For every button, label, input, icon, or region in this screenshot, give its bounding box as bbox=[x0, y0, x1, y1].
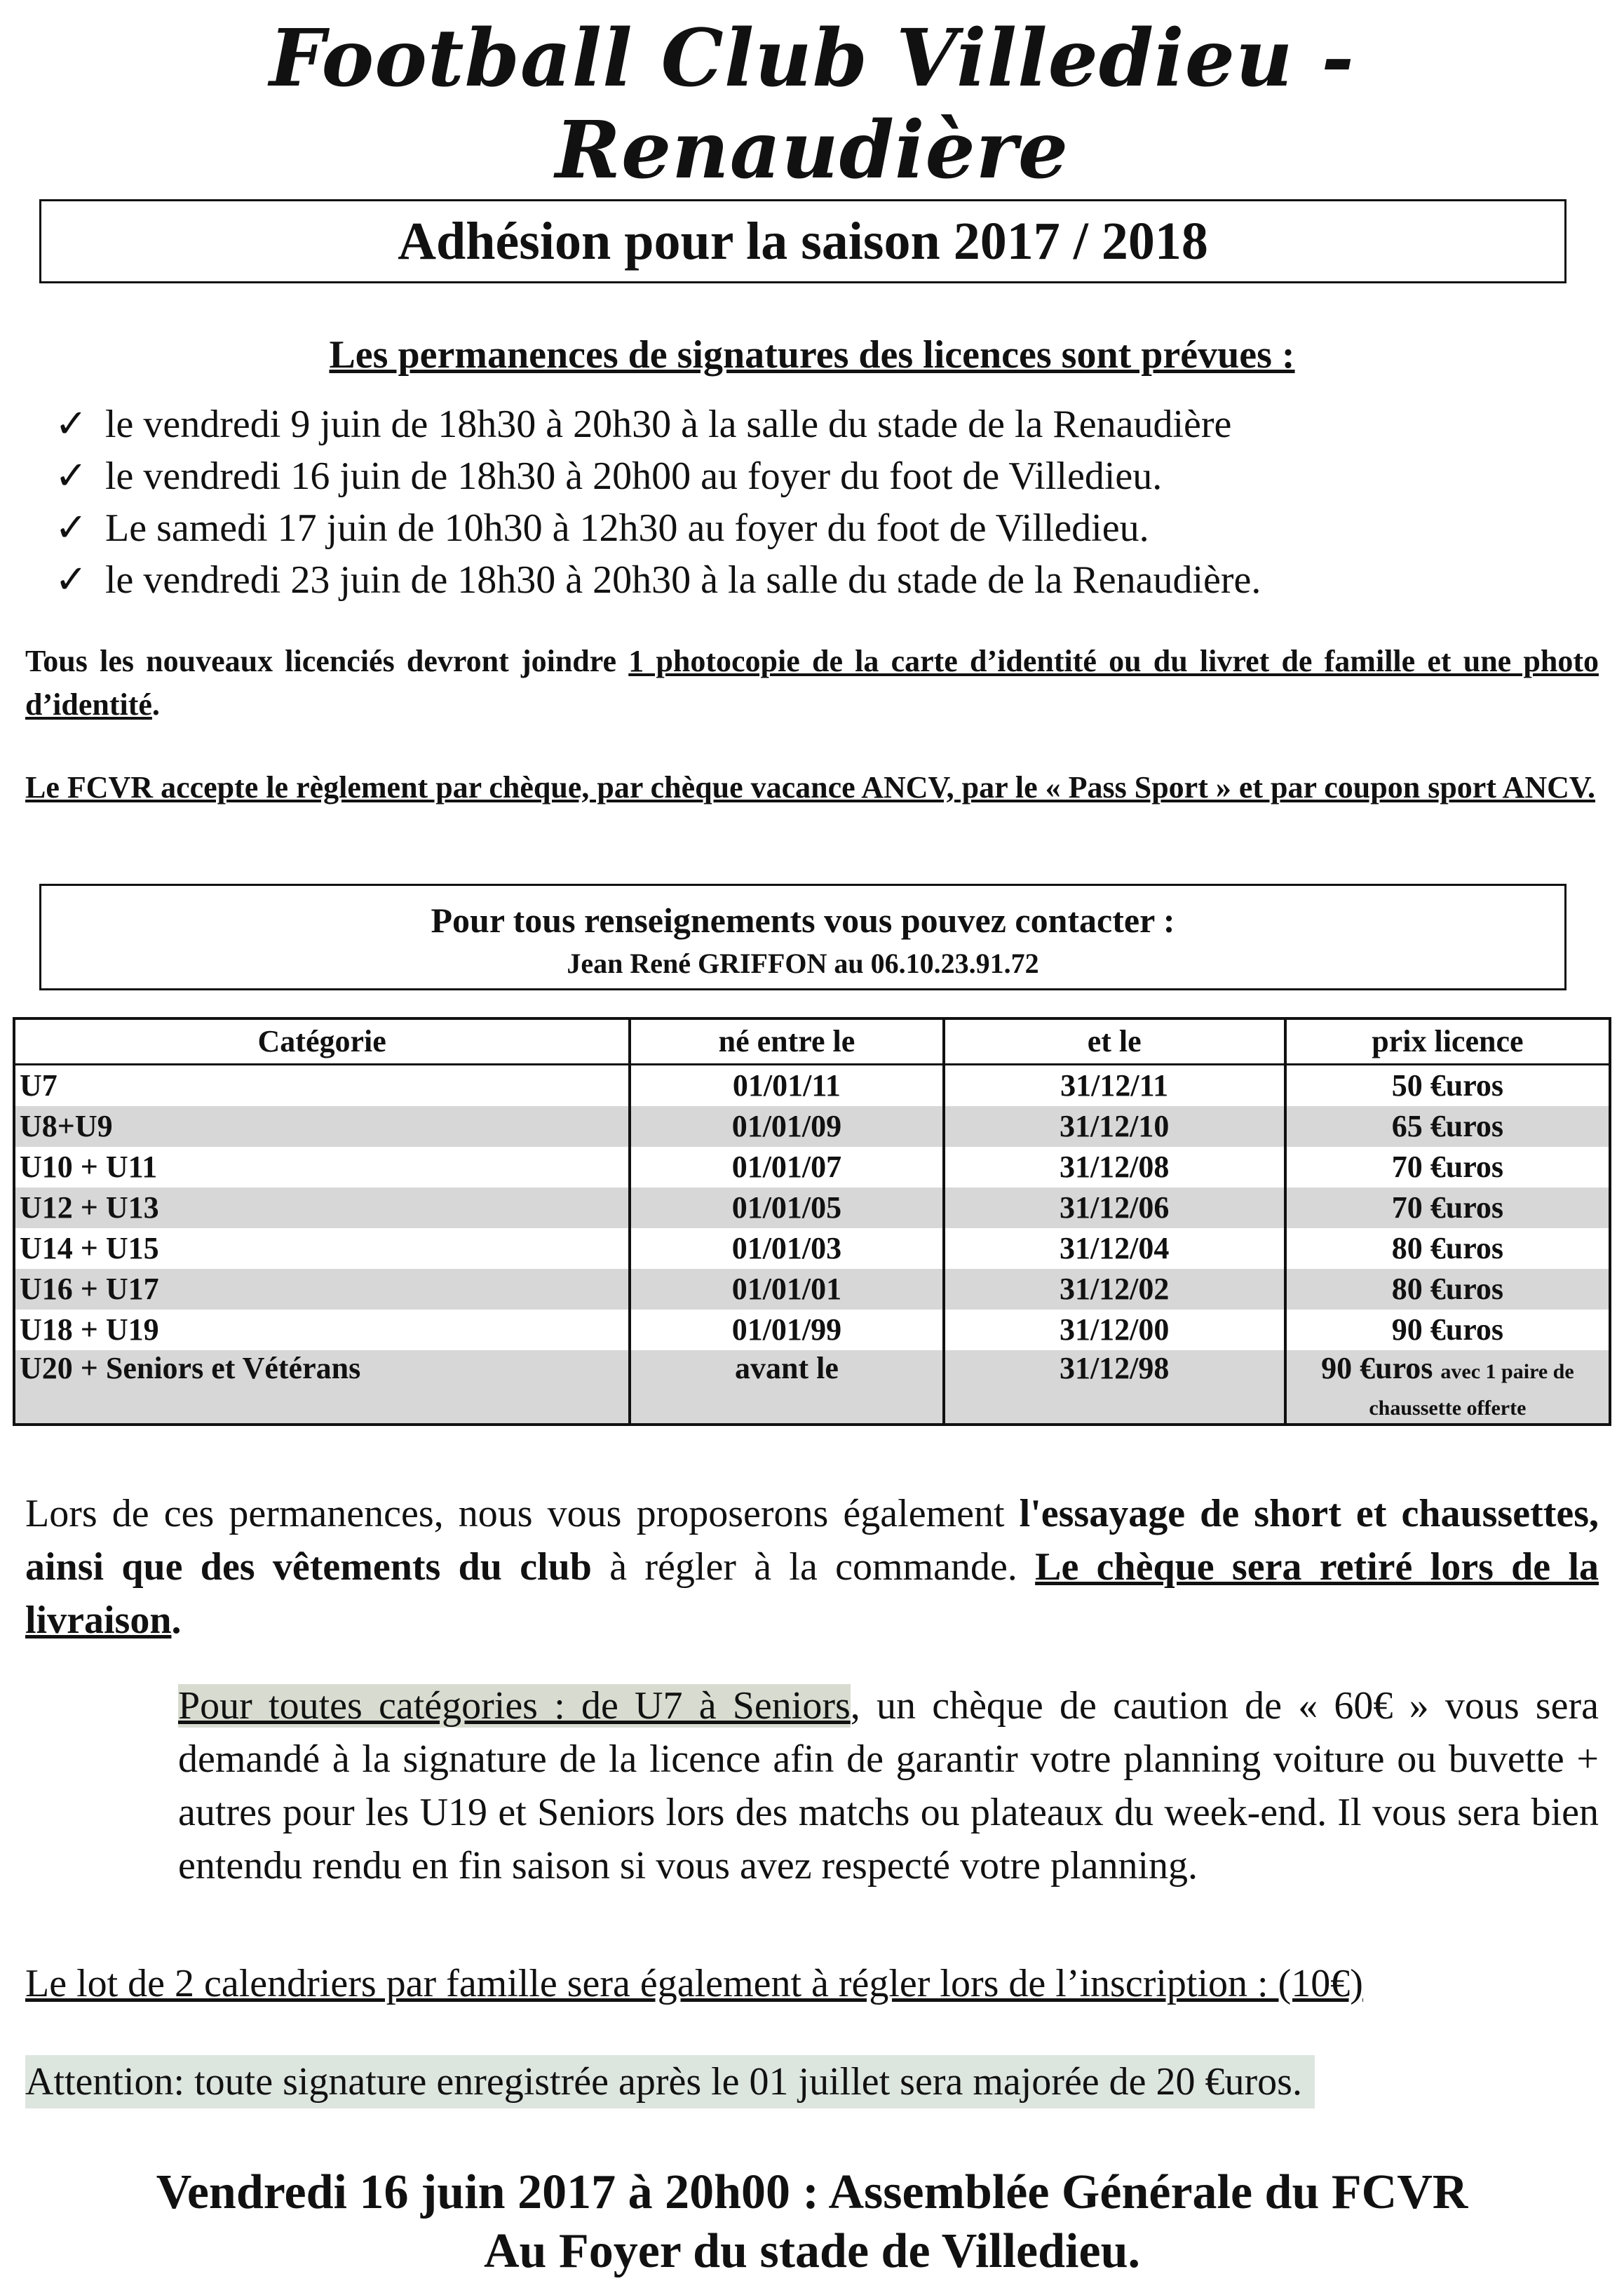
price-cell: 50 €uros bbox=[1285, 1065, 1610, 1107]
born-to-cell: 31/12/00 bbox=[944, 1310, 1285, 1350]
general-assembly-date: Vendredi 16 juin 2017 à 20h00 : Assemblée Générale du FCVR bbox=[156, 2165, 1468, 2219]
price-cell: 80 €uros bbox=[1285, 1228, 1610, 1269]
born-to-cell: 31/12/98 bbox=[944, 1350, 1285, 1425]
born-to-cell: 31/12/02 bbox=[944, 1269, 1285, 1310]
born-from-cell: 01/01/05 bbox=[630, 1187, 943, 1228]
born-to-cell: 31/12/08 bbox=[944, 1147, 1285, 1187]
deposit-highlight: Pour toutes catégories : de U7 à Seniors bbox=[178, 1684, 851, 1728]
category-cell: U20 + Seniors et Vétérans bbox=[14, 1350, 630, 1425]
price-note: avec 1 paire de bbox=[1440, 1360, 1574, 1383]
cheque-withdrawal-note: Le chèque sera retiré lors de la livraison bbox=[25, 1545, 1599, 1642]
required-documents: 1 photocopie de la carte d’identité ou du livret de famille et une photo d’identité bbox=[25, 644, 1599, 722]
category-cell: U10 + U11 bbox=[14, 1147, 630, 1187]
contact-title: Pour tous renseignements vous pouvez contacter : bbox=[431, 901, 1175, 940]
check-mark-icon: ✓ bbox=[55, 558, 88, 602]
category-cell: U12 + U13 bbox=[14, 1187, 630, 1228]
table-row bbox=[14, 1187, 1610, 1228]
calendars-notice: Le lot de 2 calendriers par famille sera également à régler lors de l’inscription : (10€) bbox=[25, 1962, 1363, 2005]
born-from-cell: 01/01/07 bbox=[630, 1147, 943, 1187]
season-title-box bbox=[39, 199, 1567, 283]
table-row bbox=[14, 1106, 1610, 1147]
permanence-item bbox=[55, 398, 1597, 450]
permanences-list bbox=[55, 398, 1597, 606]
deposit-text: , un chèque de caution de « 60€ » vous sera demandé à la signature de la licence afin de garantir votre planning voiture ou buvette + autres pour les U19 et Seniors lors des matchs ou plateaux du week-end. Il vous sera bien entendu rendu en fin saison si vous avez respecté votre planning. bbox=[178, 1684, 1599, 1888]
born-from-cell: 01/01/99 bbox=[630, 1310, 943, 1350]
price-cell: 80 €uros bbox=[1285, 1269, 1610, 1310]
price-cell: 70 €uros bbox=[1285, 1187, 1610, 1228]
price-cell bbox=[1285, 1350, 1610, 1425]
fitting-text-1: Lors de ces permanences, nous vous proposerons également bbox=[25, 1492, 1020, 1535]
license-fees-table bbox=[13, 1017, 1611, 1426]
born-to-cell: 31/12/06 bbox=[944, 1187, 1285, 1228]
born-to-cell: 31/12/04 bbox=[944, 1228, 1285, 1269]
late-signature-warning: Attention: toute signature enregistrée après le 01 juillet sera majorée de 20 €uros. bbox=[25, 2055, 1315, 2108]
check-mark-icon: ✓ bbox=[55, 455, 88, 498]
new-members-lead: Tous les nouveaux licenciés devront joindre bbox=[25, 644, 629, 678]
born-to-cell: 31/12/10 bbox=[944, 1106, 1285, 1147]
header-born-to: et le bbox=[944, 1018, 1285, 1065]
table-header-row bbox=[14, 1018, 1610, 1065]
category-cell: U16 + U17 bbox=[14, 1269, 630, 1310]
new-members-tail: . bbox=[151, 687, 160, 722]
table-row bbox=[14, 1065, 1610, 1107]
permanences-heading: Les permanences de signatures des licences sont prévues : bbox=[329, 333, 1295, 377]
header-category: Catégorie bbox=[14, 1018, 630, 1065]
permanence-text: le vendredi 16 juin de 18h30 à 20h00 au foyer du foot de Villedieu. bbox=[105, 455, 1163, 498]
check-mark-icon: ✓ bbox=[55, 403, 88, 446]
price-cell: 65 €uros bbox=[1285, 1106, 1610, 1147]
permanence-text: Le samedi 17 juin de 10h30 à 12h30 au foyer du foot de Villedieu. bbox=[105, 506, 1149, 550]
price-value: 90 €uros bbox=[1321, 1351, 1433, 1385]
contact-box bbox=[39, 884, 1567, 990]
price-note-line2: chaussette offerte bbox=[1369, 1397, 1527, 1420]
header-price: prix licence bbox=[1285, 1018, 1610, 1065]
fitting-end: . bbox=[171, 1599, 182, 1642]
permanence-text: le vendredi 9 juin de 18h30 à 20h30 à la salle du stade de la Renaudière bbox=[105, 403, 1232, 446]
born-from-cell: avant le bbox=[630, 1350, 943, 1425]
deposit-paragraph bbox=[178, 1679, 1599, 1892]
table-row bbox=[14, 1350, 1610, 1425]
new-members-notice bbox=[25, 640, 1599, 727]
category-cell: U7 bbox=[14, 1065, 630, 1107]
category-cell: U8+U9 bbox=[14, 1106, 630, 1147]
permanence-text: le vendredi 23 juin de 18h30 à 20h30 à la salle du stade de la Renaudière. bbox=[105, 558, 1261, 602]
season-title: Adhésion pour la saison 2017 / 2018 bbox=[398, 211, 1208, 271]
born-from-cell: 01/01/01 bbox=[630, 1269, 943, 1310]
born-from-cell: 01/01/11 bbox=[630, 1065, 943, 1107]
category-cell: U18 + U19 bbox=[14, 1310, 630, 1350]
permanence-item bbox=[55, 502, 1597, 554]
born-to-cell: 31/12/11 bbox=[944, 1065, 1285, 1107]
contact-person: Jean René GRIFFON au 06.10.23.91.72 bbox=[567, 948, 1039, 979]
price-cell: 90 €uros bbox=[1285, 1310, 1610, 1350]
check-mark-icon: ✓ bbox=[55, 506, 88, 550]
fitting-paragraph bbox=[25, 1487, 1599, 1647]
born-from-cell: 01/01/09 bbox=[630, 1106, 943, 1147]
born-from-cell: 01/01/03 bbox=[630, 1228, 943, 1269]
permanence-item bbox=[55, 554, 1597, 606]
general-assembly-location: Au Foyer du stade de Villedieu. bbox=[483, 2224, 1140, 2278]
table-row bbox=[14, 1269, 1610, 1310]
permanence-item bbox=[55, 450, 1597, 502]
club-title: Football Club Villedieu - Renaudière bbox=[269, 13, 1355, 196]
payment-methods: Le FCVR accepte le règlement par chèque, par chèque vacance ANCV, par le « Pass Sport » et par coupon sport ANCV. bbox=[25, 770, 1595, 805]
category-cell: U14 + U15 bbox=[14, 1228, 630, 1269]
table-row bbox=[14, 1228, 1610, 1269]
fitting-bold: l'essayage de short et chaussettes, ainsi que des vêtements du club bbox=[25, 1492, 1599, 1589]
header-born-from: né entre le bbox=[630, 1018, 943, 1065]
table-row bbox=[14, 1310, 1610, 1350]
fitting-text-2: à régler à la commande. bbox=[591, 1545, 1036, 1589]
table-row bbox=[14, 1147, 1610, 1187]
price-cell: 70 €uros bbox=[1285, 1147, 1610, 1187]
